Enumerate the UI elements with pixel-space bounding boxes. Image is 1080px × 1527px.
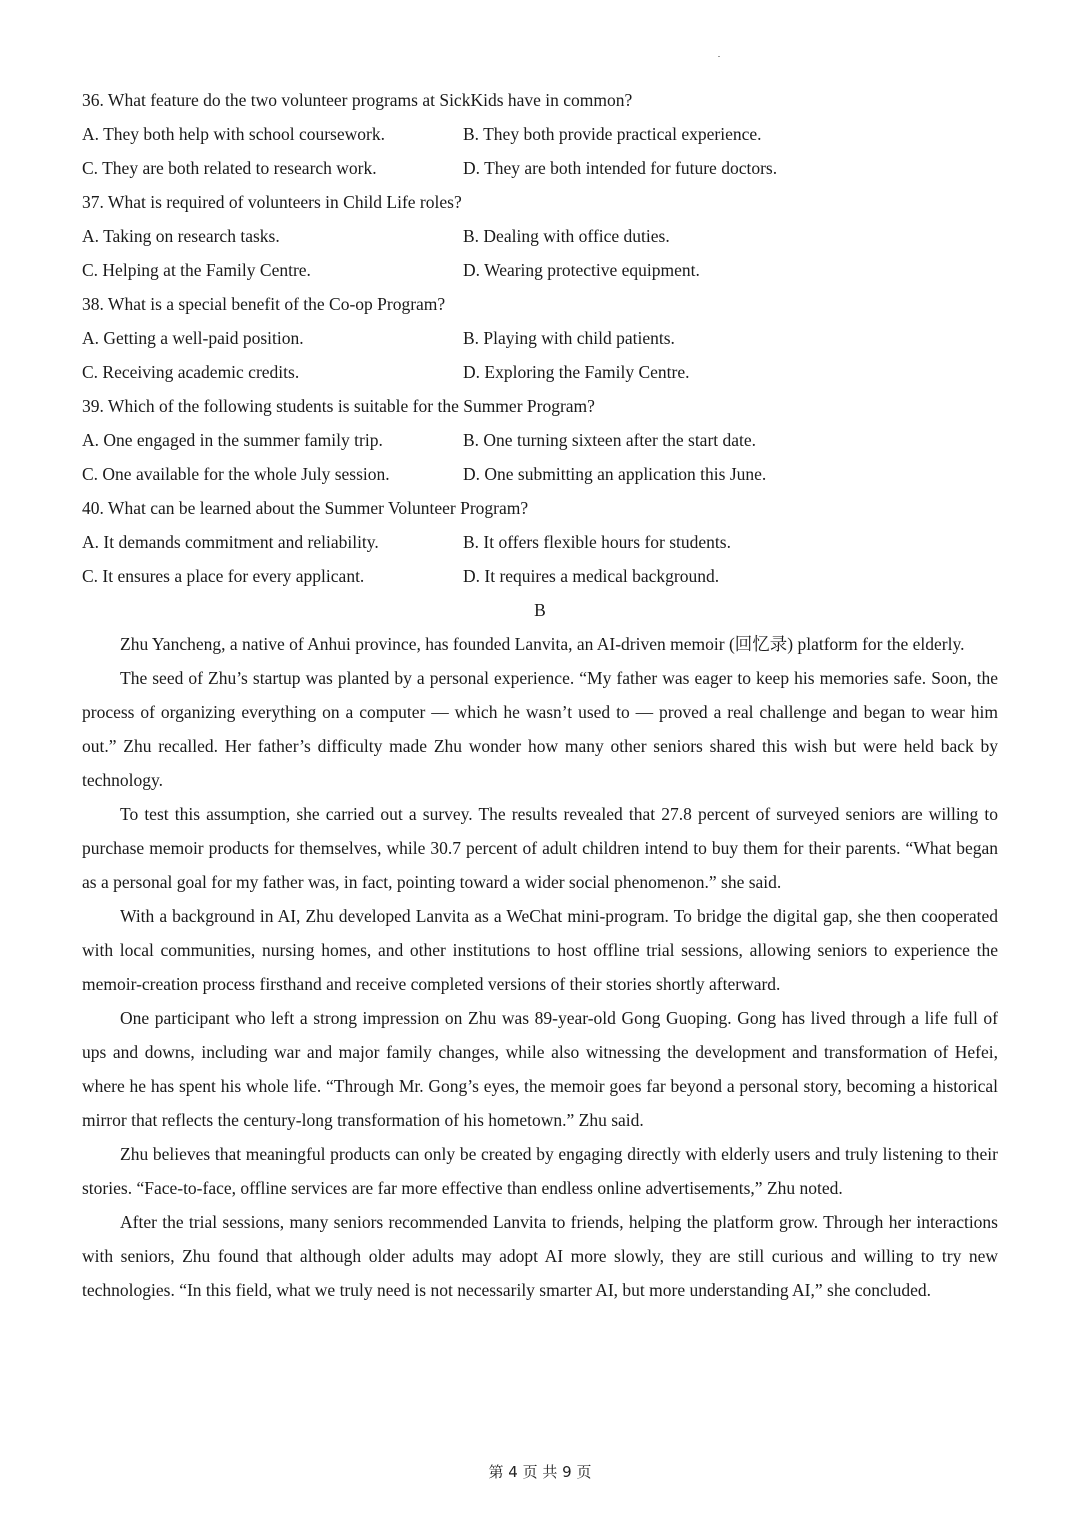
question-stem: 39. Which of the following students is suitable for the Summer Program? (82, 396, 595, 416)
question-stem: 36. What feature do the two volunteer programs at SickKids have in common? (82, 90, 633, 110)
passage-paragraph: Zhu believes that meaningful products can only be created by engaging directly with elderly users and truly listening to their stories. “Face-to-face, offline services are far more effective than endless online advertisements,” Zhu noted. (82, 1144, 998, 1198)
section-title: B (534, 600, 546, 620)
option: A. Getting a well-paid position. (82, 328, 304, 348)
page-number: 第 4 页 共 9 页 (488, 1463, 592, 1481)
passage-paragraph: To test this assumption, she carried out a survey. The results revealed that 27.8 percent of surveyed seniors are willing to purchase memoir products for themselves, while 30.7 percent of adult children intend to buy them for their parents. “What began as a personal goal for my father was, in fact, pointing toward a wider social phenomenon.” she said. (82, 804, 998, 892)
option: D. Wearing protective equipment. (463, 260, 700, 280)
option: B. One turning sixteen after the start date. (463, 430, 757, 450)
passage-paragraph: One participant who left a strong impression on Zhu was 89-year-old Gong Guoping. Gong has lived through a life full of ups and downs, including war and major family changes, while also witnessing the development and transformation of Hefei, where he has spent his whole life. “Through Mr. Gong’s eyes, the memoir goes far beyond a personal story, becoming a historical mirror that reflects the century-long transformation of his hometown.” Zhu said. (82, 1008, 998, 1130)
passage-paragraph: Zhu Yancheng, a native of Anhui province, has founded Lanvita, an AI-driven memoir (回忆录) platform for the elderly. (120, 634, 965, 654)
option-row (82, 219, 998, 253)
option: A. One engaged in the summer family trip. (82, 430, 383, 450)
option: A. Taking on research tasks. (82, 226, 280, 246)
option: C. They are both related to research work. (82, 158, 377, 178)
passage-paragraph: With a background in AI, Zhu developed Lanvita as a WeChat mini-program. To bridge the digital gap, she then cooperated with local communities, nursing homes, and other institutions to host offline trial sessions, allowing seniors to experience the memoir-creation process firsthand and receive completed versions of their stories shortly afterward. (82, 906, 998, 994)
option: C. Helping at the Family Centre. (82, 260, 311, 280)
passage-paragraph: After the trial sessions, many seniors recommended Lanvita to friends, helping the platform grow. Through her interactions with seniors, Zhu found that although older adults may adopt AI more slowly, they are still curious and willing to try new technologies. “In this field, what we truly need is not necessarily smarter AI, but more understanding AI,” she concluded. (82, 1212, 998, 1300)
option-row (82, 151, 998, 185)
option-row (82, 423, 998, 457)
scan-mark (718, 56, 720, 57)
option: D. It requires a medical background. (463, 566, 720, 586)
option-row (82, 253, 998, 287)
option: D. They are both intended for future doctors. (463, 158, 778, 178)
option: A. It demands commitment and reliability. (82, 532, 379, 552)
option: D. One submitting an application this June. (463, 464, 767, 484)
option: B. They both provide practical experience. (463, 124, 762, 144)
option: C. It ensures a place for every applicant. (82, 566, 365, 586)
option-row (82, 559, 998, 593)
exam-page (82, 83, 998, 1307)
option-row (82, 525, 998, 559)
option-row (82, 457, 998, 491)
question-stem: 40. What can be learned about the Summer Volunteer Program? (82, 498, 529, 518)
option: B. Playing with child patients. (463, 328, 675, 348)
option: B. Dealing with office duties. (463, 226, 670, 246)
option: C. One available for the whole July session. (82, 464, 390, 484)
option-row (82, 321, 998, 355)
option-row (82, 117, 998, 151)
option: D. Exploring the Family Centre. (463, 362, 690, 382)
option-row (82, 355, 998, 389)
question-stem: 37. What is required of volunteers in Child Life roles? (82, 192, 462, 212)
option: C. Receiving academic credits. (82, 362, 300, 382)
option: B. It offers flexible hours for students. (463, 532, 731, 552)
question-stem: 38. What is a special benefit of the Co-op Program? (82, 294, 446, 314)
option: A. They both help with school coursework. (82, 124, 385, 144)
passage-paragraph: The seed of Zhu’s startup was planted by a personal experience. “My father was eager to keep his memories safe. Soon, the process of organizing everything on a computer — which he wasn’t used to — proved a real challenge and began to wear him out.” Zhu recalled. Her father’s difficulty made Zhu wonder how many other seniors shared this wish but were held back by technology. (82, 668, 998, 790)
